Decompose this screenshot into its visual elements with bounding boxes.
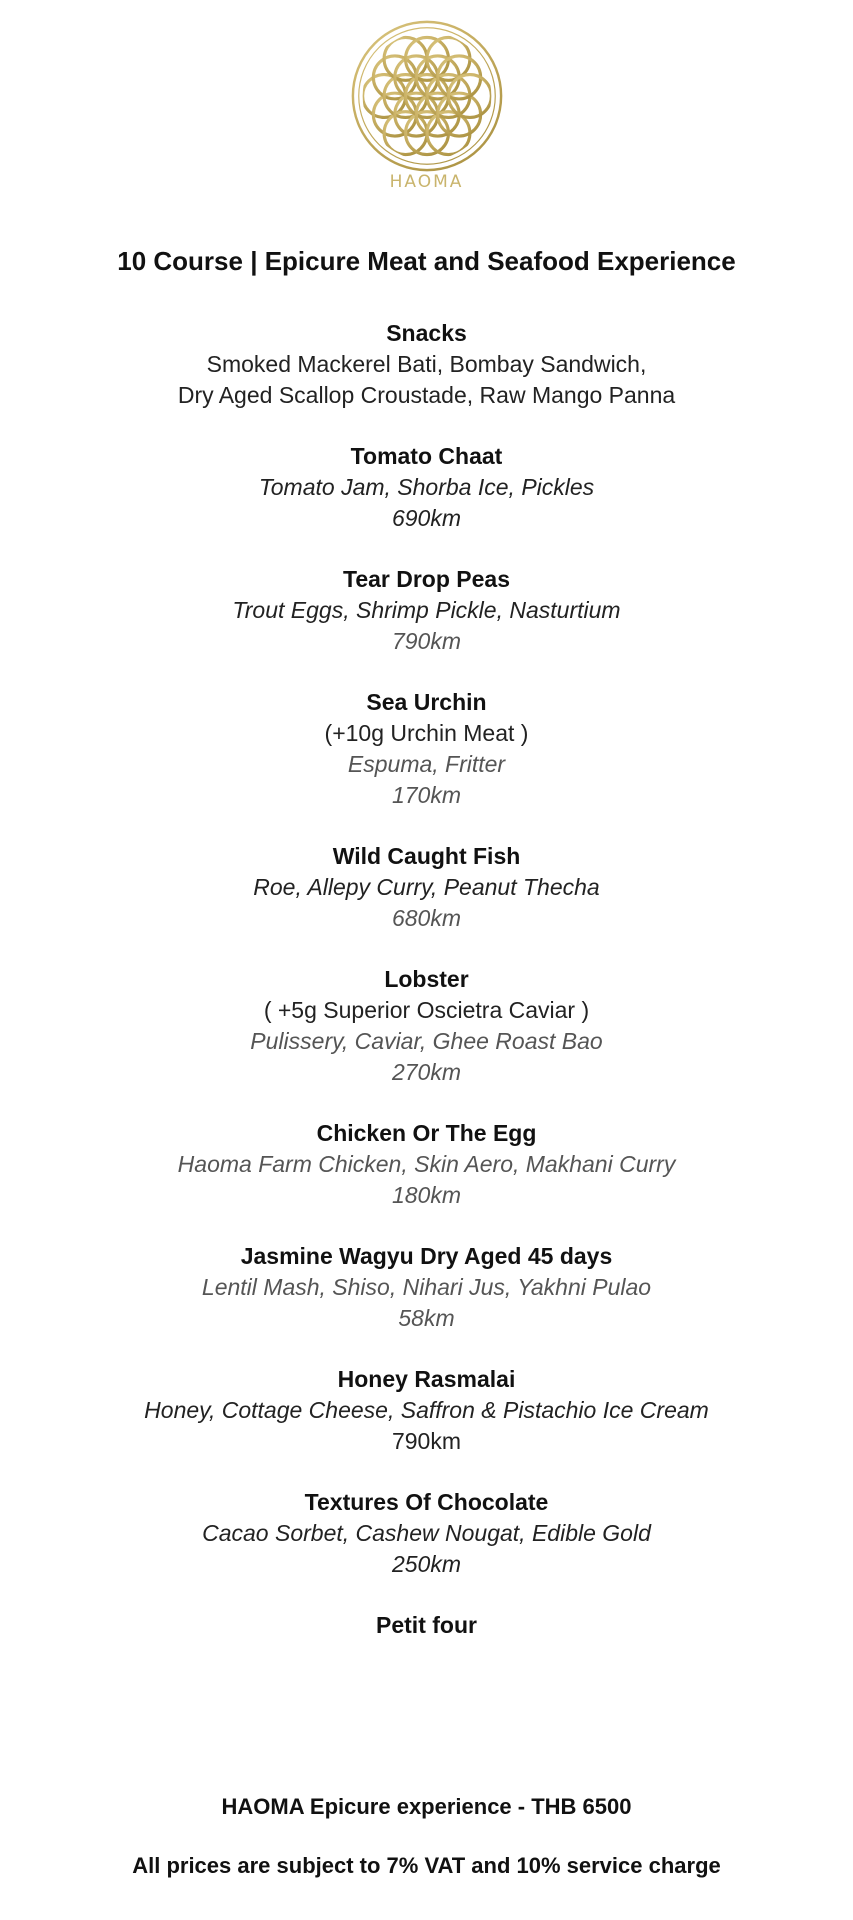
logo-wordmark: HAOMA bbox=[389, 172, 464, 192]
course-item bbox=[0, 318, 853, 411]
price-line: HAOMA Epicure experience - THB 6500 bbox=[221, 1794, 632, 1819]
course-item bbox=[0, 1118, 853, 1211]
course-detail: Honey, Cottage Cheese, Saffron & Pistachio Ice Cream bbox=[144, 1397, 709, 1423]
course-detail: 170km bbox=[391, 782, 462, 808]
course-name: Chicken Or The Egg bbox=[316, 1120, 537, 1146]
course-detail: Dry Aged Scallop Croustade, Raw Mango Panna bbox=[177, 382, 676, 408]
course-detail: Cacao Sorbet, Cashew Nougat, Edible Gold bbox=[202, 1520, 651, 1546]
course-name: Tomato Chaat bbox=[350, 443, 503, 469]
course-item bbox=[0, 1364, 853, 1457]
service-charge-note: All prices are subject to 7% VAT and 10% service charge bbox=[132, 1853, 721, 1878]
course-name: Wild Caught Fish bbox=[332, 843, 521, 869]
course-item bbox=[0, 1487, 853, 1580]
course-item bbox=[0, 441, 853, 534]
course-name: Snacks bbox=[386, 320, 467, 346]
course-detail: Roe, Allepy Curry, Peanut Thecha bbox=[253, 874, 600, 900]
course-name: Sea Urchin bbox=[366, 689, 487, 715]
course-item bbox=[0, 964, 853, 1088]
course-detail: 58km bbox=[398, 1305, 455, 1331]
course-detail: Pulissery, Caviar, Ghee Roast Bao bbox=[250, 1028, 603, 1054]
course-detail: Haoma Farm Chicken, Skin Aero, Makhani Curry bbox=[177, 1151, 676, 1177]
flower-of-life-icon bbox=[349, 18, 505, 174]
course-item bbox=[0, 841, 853, 934]
logo bbox=[0, 18, 853, 208]
course-item bbox=[0, 1241, 853, 1334]
course-list bbox=[0, 318, 853, 1671]
course-detail: 790km bbox=[391, 628, 462, 654]
course-name: Jasmine Wagyu Dry Aged 45 days bbox=[240, 1243, 613, 1269]
menu-title: 10 Course | Epicure Meat and Seafood Experience bbox=[117, 246, 736, 276]
course-detail: (+10g Urchin Meat ) bbox=[324, 720, 529, 746]
course-name: Lobster bbox=[384, 966, 469, 992]
course-detail: 790km bbox=[391, 1428, 462, 1454]
course-detail: Trout Eggs, Shrimp Pickle, Nasturtium bbox=[232, 597, 621, 623]
course-item bbox=[0, 1610, 853, 1641]
course-detail: Tomato Jam, Shorba Ice, Pickles bbox=[258, 474, 595, 500]
course-detail: 270km bbox=[391, 1059, 462, 1085]
course-detail: ( +5g Superior Oscietra Caviar ) bbox=[263, 997, 590, 1023]
course-detail: 680km bbox=[391, 905, 462, 931]
course-detail: 180km bbox=[391, 1182, 462, 1208]
course-detail: 250km bbox=[391, 1551, 462, 1577]
course-name: Petit four bbox=[376, 1612, 477, 1638]
course-item bbox=[0, 564, 853, 657]
course-detail: Lentil Mash, Shiso, Nihari Jus, Yakhni Pulao bbox=[201, 1274, 652, 1300]
course-detail: Espuma, Fritter bbox=[347, 751, 506, 777]
course-detail: 690km bbox=[391, 505, 462, 531]
course-item bbox=[0, 687, 853, 811]
course-detail: Smoked Mackerel Bati, Bombay Sandwich, bbox=[206, 351, 647, 377]
course-name: Tear Drop Peas bbox=[342, 566, 511, 592]
course-name: Textures Of Chocolate bbox=[304, 1489, 549, 1515]
course-name: Honey Rasmalai bbox=[337, 1366, 516, 1392]
